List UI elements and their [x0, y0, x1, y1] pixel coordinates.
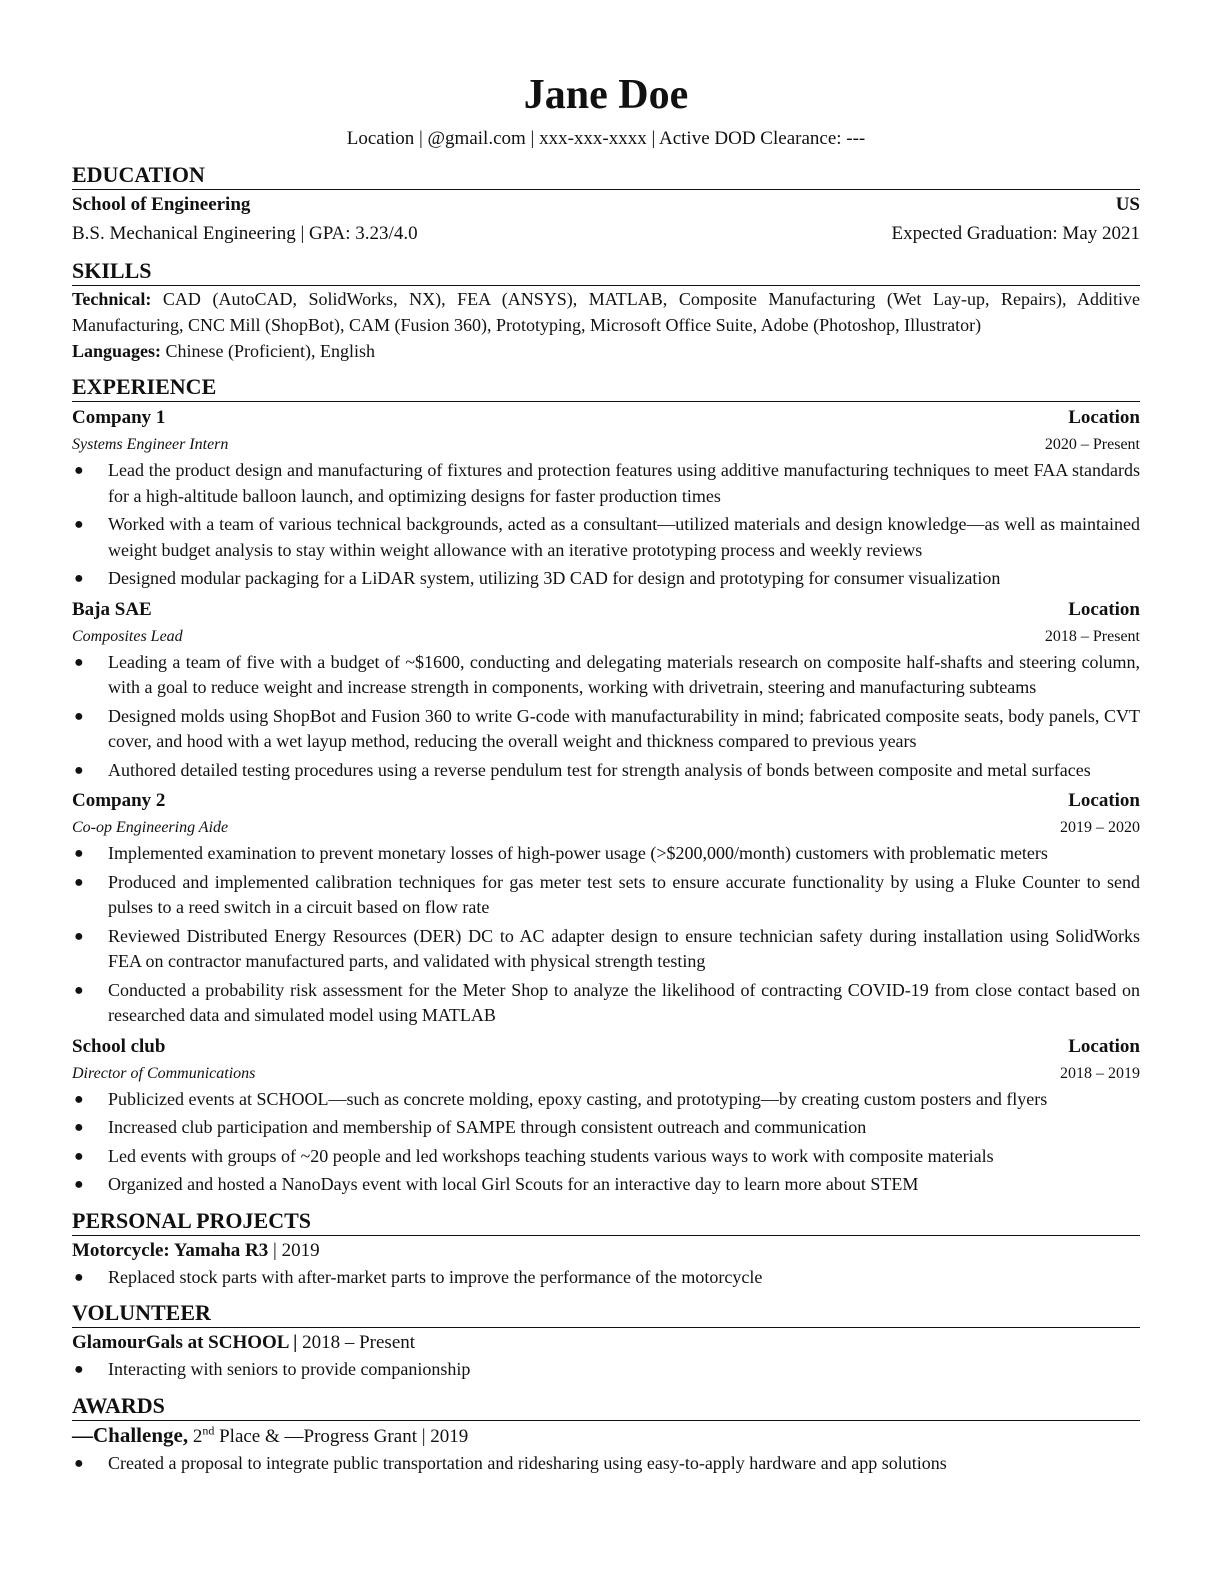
list-item [72, 1451, 1140, 1477]
bullet-icon: ● [74, 1147, 84, 1165]
bullet-text: Increased club participation and membership of SAMPE through consistent outreach and communication [108, 1117, 867, 1137]
degree: B.S. Mechanical Engineering | GPA: 3.23/4.0 [72, 223, 418, 244]
award-place: 2 [192, 1425, 203, 1447]
volunteer-org: GlamourGals at SCHOOL | [72, 1332, 298, 1353]
languages-text: Chinese (Proficient), English [165, 341, 375, 361]
list-item [72, 1265, 1140, 1291]
bullet-icon: ● [74, 761, 84, 779]
job-bullets [72, 1087, 1140, 1198]
company-name: Company 1 [72, 407, 166, 428]
contact-line: Location | @gmail.com | xxx-xxx-xxxx | Active DOD Clearance: --- [346, 128, 866, 149]
volunteer-dates: 2018 – Present [302, 1332, 416, 1353]
section-heading-awards: AWARDS [72, 1393, 1140, 1421]
technical-label: Technical: [72, 289, 152, 309]
job-subheader [72, 815, 1140, 841]
list-item [72, 978, 1140, 1029]
job-dates: 2018 – Present [1044, 627, 1140, 645]
award-header [72, 1421, 1140, 1451]
list-item [72, 758, 1140, 784]
award-year: | 2019 [421, 1425, 469, 1447]
bullet-icon: ● [74, 1090, 84, 1108]
education-degree-row [72, 219, 1140, 248]
job-title: Director of Communications [72, 1064, 256, 1082]
company-location: Location [1068, 407, 1140, 428]
bullet-icon: ● [74, 1454, 84, 1472]
job-header [72, 595, 1140, 624]
company-name: Baja SAE [72, 598, 152, 620]
bullet-text: Implemented examination to prevent monetary losses of high-power usage (>$200,000/month) customers with problematic meters [108, 843, 1048, 863]
company-name: School club [72, 1035, 166, 1057]
list-item [72, 1144, 1140, 1170]
bullet-icon: ● [74, 1119, 84, 1136]
company-location: Location [1068, 598, 1140, 620]
bullet-icon: ● [74, 707, 84, 725]
section-heading-experience: EXPERIENCE [72, 374, 1140, 402]
bullet-icon: ● [74, 1361, 84, 1378]
project-header [72, 1236, 1140, 1265]
list-item [72, 1087, 1140, 1113]
award-place-suffix: nd [202, 1423, 215, 1438]
section-heading-skills: SKILLS [72, 258, 1140, 286]
applicant-name: Jane Doe [523, 72, 689, 118]
project-year: | 2019 [273, 1239, 320, 1261]
job-bullets [72, 841, 1140, 1029]
bullet-icon: ● [74, 981, 84, 999]
job-bullets [72, 458, 1140, 592]
bullet-icon: ● [74, 927, 84, 945]
bullet-text: Publicized events at SCHOOL—such as concrete molding, epoxy casting, and prototyping—by creating custom posters and flyers [108, 1088, 1048, 1109]
section-heading-education: EDUCATION [72, 162, 1140, 190]
bullet-text: Authored detailed testing procedures using a reverse pendulum test for strength analysis of bonds between composite and metal surfaces [108, 759, 1091, 780]
bullet-icon: ● [74, 1268, 84, 1286]
job-dates: 2020 – Present [1044, 436, 1140, 453]
language-skills [72, 338, 1140, 364]
job-title: Composites Lead [72, 627, 183, 645]
project-name: Motorcycle: Yamaha R3 [72, 1239, 269, 1261]
company-name: Company 2 [72, 790, 166, 811]
bullet-icon: ● [74, 1176, 84, 1193]
education-school-row [72, 190, 1140, 219]
graduation-date: Expected Graduation: May 2021 [891, 223, 1140, 244]
bullet-text: Led events with groups of ~20 people and led workshops teaching students various ways to work with composite materials [108, 1145, 994, 1166]
volunteer-header [72, 1328, 1140, 1357]
job-bullets [72, 650, 1140, 784]
bullet-icon: ● [74, 516, 84, 533]
bullet-icon: ● [74, 873, 84, 891]
list-item [72, 704, 1140, 755]
section-heading-projects: PERSONAL PROJECTS [72, 1208, 1140, 1236]
list-item [72, 924, 1140, 975]
school-name: School of Engineering [72, 194, 251, 215]
bullet-text: Designed modular packaging for a LiDAR system, utilizing 3D CAD for design and prototyping for consumer visualization [108, 568, 1001, 588]
bullet-text: Interacting with seniors to provide companionship [108, 1359, 471, 1379]
bullet-text: Created a proposal to integrate public transportation and ridesharing using easy-to-apply hardware and app solutions [108, 1452, 947, 1473]
job-subheader [72, 432, 1140, 458]
award-name: —Challenge, [72, 1422, 189, 1447]
technical-skills [72, 286, 1140, 338]
job-title: Systems Engineer Intern [72, 436, 229, 453]
job-entry [72, 403, 1140, 592]
list-item [72, 458, 1140, 509]
list-item [72, 512, 1140, 563]
list-item [72, 566, 1140, 592]
bullet-icon: ● [74, 462, 84, 479]
section-heading-volunteer: VOLUNTEER [72, 1300, 1140, 1328]
bullet-text: Conducted a probability risk assessment for the Meter Shop to analyze the likelihood of contracting COVID-19 from close contact based on researched data and simulated model using MATLAB [108, 979, 1140, 1025]
job-header [72, 786, 1140, 815]
job-title: Co-op Engineering Aide [72, 819, 229, 836]
bullet-icon: ● [74, 653, 84, 671]
job-dates: 2018 – 2019 [1060, 1064, 1140, 1082]
project-bullets [72, 1265, 1140, 1291]
job-entry [72, 595, 1140, 784]
bullet-text: Designed molds using ShopBot and Fusion 360 to write G-code with manufacturability in mind; fabricated composite seats, body panels, CVT cover, and hood with a wet layup method, reducing the overall weight and thickness compared to previous years [108, 705, 1140, 751]
company-location: Location [1068, 790, 1140, 811]
bullet-text: Reviewed Distributed Energy Resources (DER) DC to AC adapter design to ensure technician safety during installation using SolidWorks FEA on contractor manufactured parts, and validated with physical strength testing [108, 925, 1140, 971]
languages-label: Languages: [72, 341, 162, 361]
list-item [72, 1115, 1140, 1141]
job-entry [72, 786, 1140, 1029]
job-dates: 2019 – 2020 [1060, 819, 1140, 836]
list-item [72, 1172, 1140, 1198]
job-subheader [72, 624, 1140, 650]
bullet-icon: ● [74, 570, 84, 587]
job-header [72, 403, 1140, 432]
list-item [72, 870, 1140, 921]
bullet-text: Organized and hosted a NanoDays event with local Girl Scouts for an interactive day to learn more about STEM [108, 1174, 919, 1194]
company-location: Location [1068, 1035, 1140, 1057]
bullet-text: Lead the product design and manufacturing of fixtures and protection features using additive manufacturing techniques to meet FAA standards for a high-altitude balloon launch, and optimizing designs for faster production times [108, 460, 1140, 506]
bullet-text: Replaced stock parts with after-market parts to improve the performance of the motorcycle [108, 1266, 763, 1287]
award-detail: Place & —Progress Grant [219, 1425, 417, 1447]
list-item [72, 650, 1140, 701]
job-subheader [72, 1061, 1140, 1087]
bullet-text: Worked with a team of various technical backgrounds, acted as a consultant—utilized materials and design knowledge—as well as maintained weight budget analysis to stay within weight allowance with an iterative prototyping process and weekly reviews [108, 514, 1140, 560]
job-entry [72, 1032, 1140, 1198]
list-item [72, 841, 1140, 867]
school-location: US [1115, 194, 1140, 215]
technical-skills-text: CAD (AutoCAD, SolidWorks, NX), FEA (ANSYS), MATLAB, Composite Manufacturing (Wet Lay-up, Repairs), Additive Manufacturing, CNC Mill (ShopBot), CAM (Fusion 360), Prototyping, Microsoft Office Suite, Adobe (Photoshop, Illustrator) [72, 289, 1141, 335]
award-bullets [72, 1451, 1140, 1477]
job-header [72, 1032, 1140, 1061]
bullet-text: Leading a team of five with a budget of ~$1600, conducting and delegating materials research on composite half-shafts and steering column, with a goal to reduce weight and increase strength in components, working with drivetrain, steering and manufacturing subteams [108, 651, 1140, 697]
volunteer-bullets [72, 1357, 1140, 1383]
list-item [72, 1357, 1140, 1383]
bullet-icon: ● [74, 845, 84, 862]
bullet-text: Produced and implemented calibration techniques for gas meter test sets to ensure accurate functionality by using a Fluke Counter to send pulses to a reed switch in a circuit based on flow rate [108, 871, 1140, 917]
